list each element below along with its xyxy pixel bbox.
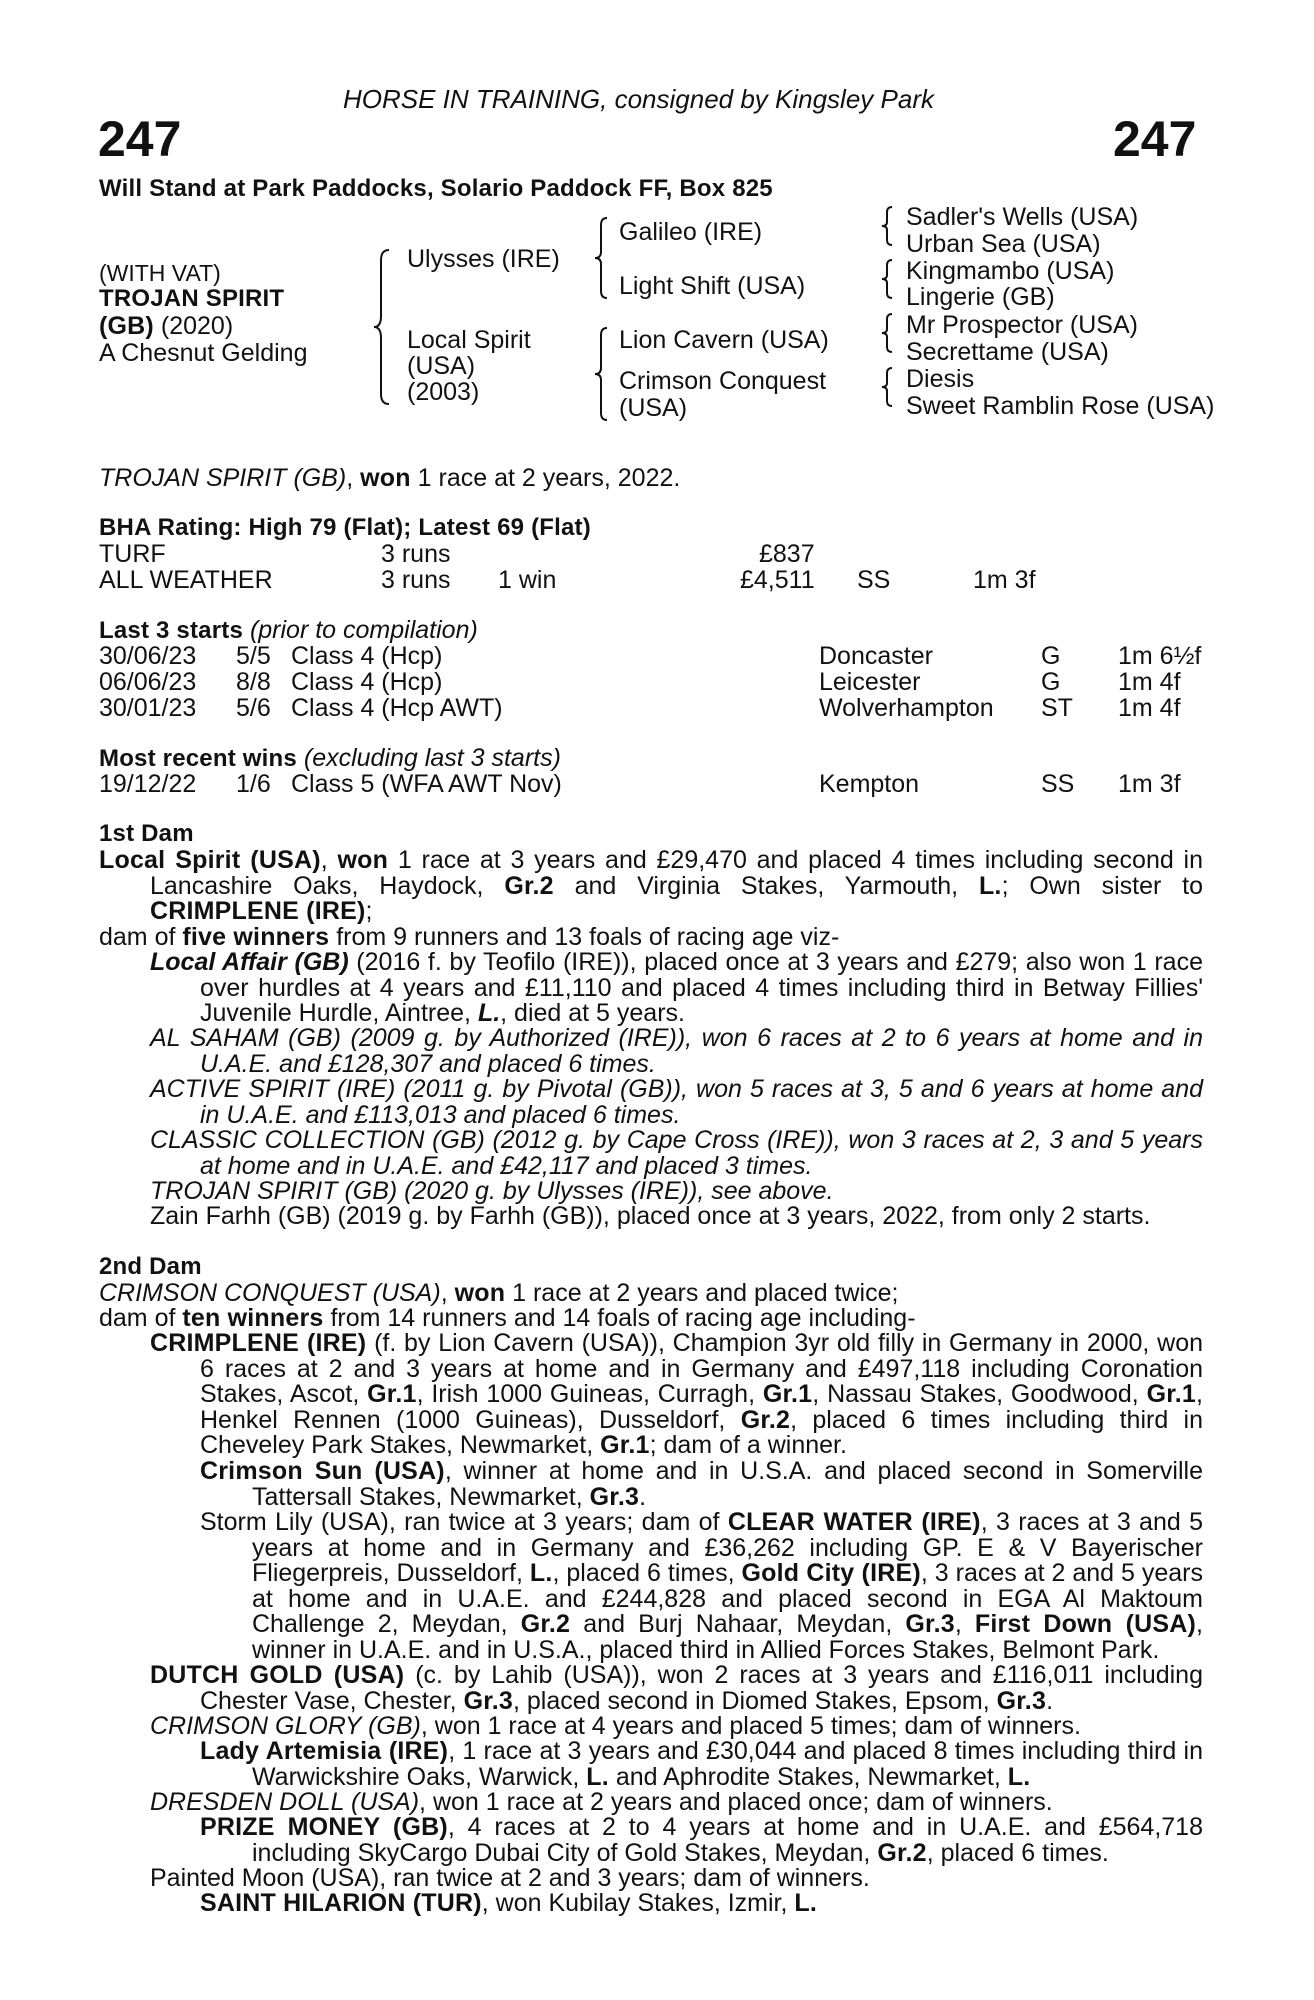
- grade-label: Gr.2: [740, 1405, 791, 1434]
- start-position: 5/6: [236, 694, 271, 722]
- produce-dutch-gold: [150, 1663, 1203, 1714]
- brace-ds: [879, 312, 895, 354]
- text: Storm Lily (USA), ran twice at 3 years; dam of: [200, 1508, 728, 1536]
- start-position: 8/8: [236, 668, 271, 696]
- win-date: 19/12/22: [99, 770, 197, 798]
- recent-wins-heading: Most recent wins: [99, 745, 297, 772]
- won-label: won: [337, 846, 389, 874]
- grade-label: Gr.1: [600, 1431, 650, 1459]
- dam-sire-sire: Mr Prospector (USA): [906, 311, 1138, 339]
- rating-runs: 3 runs: [381, 540, 451, 568]
- offspring-local-affair: [150, 950, 1203, 1027]
- start-race: Class 4 (Hcp): [291, 642, 443, 670]
- produce-name: CRIMPLENE (IRE): [150, 1329, 367, 1357]
- win-distance: 1m 3f: [1118, 770, 1181, 798]
- text: , 3 races at 2 and 5 years at home and in U.A.E. and £244,828 and placed second in EGA Al Maktoum Challenge 2, Meydan,: [252, 1559, 1203, 1638]
- produce-name: PRIZE MONEY (GB): [200, 1813, 448, 1841]
- text: and Virginia Stakes, Yarmouth,: [553, 871, 979, 900]
- start-race: Class 4 (Hcp): [291, 668, 443, 696]
- text: , placed 6 times including third in Cheveley Park Stakes, Newmarket,: [200, 1405, 1203, 1459]
- produce-name: CRIMSON GLORY (GB): [150, 1712, 421, 1740]
- rating-prize: £4,511: [740, 566, 815, 594]
- sire-dam: Light Shift (USA): [619, 272, 806, 300]
- start-date: 06/06/23: [99, 668, 197, 696]
- sire-dam-sire: Kingmambo (USA): [906, 257, 1115, 285]
- start-race: Class 4 (Hcp AWT): [291, 694, 503, 722]
- text: , won 1 race at 4 years and placed 5 times; dam of winners.: [420, 1712, 1081, 1740]
- grade-label: Gr.1: [367, 1380, 417, 1408]
- vat-label: (WITH VAT): [99, 260, 221, 286]
- offspring-name: Local Affair (GB): [150, 948, 349, 976]
- text: , placed second in Diomed Stakes, Epsom,: [513, 1686, 997, 1715]
- produce-name: Gold City (IRE): [741, 1559, 921, 1587]
- horse-origin: (GB): [99, 312, 154, 340]
- win-race: Class 5 (WFA AWT Nov): [291, 770, 562, 798]
- first-dam-heading: 1st Dam: [99, 820, 194, 847]
- text: ;: [365, 897, 373, 925]
- produce-name: DRESDEN DOLL (USA): [150, 1788, 420, 1816]
- grade-label: Gr.2: [504, 871, 554, 900]
- start-going: G: [1041, 642, 1061, 670]
- sire-sire-sire: Sadler's Wells (USA): [906, 203, 1139, 231]
- text: dam of: [99, 923, 183, 951]
- dam-line-3: (2003): [407, 378, 480, 406]
- stand-location: Will Stand at Park Paddocks, Solario Paddock FF, Box 825: [99, 175, 773, 202]
- summary-rest: 1 race at 2 years, 2022.: [410, 464, 681, 492]
- dam-dam-sire: Diesis: [906, 365, 975, 393]
- sire-sire-dam: Urban Sea (USA): [906, 230, 1101, 258]
- offspring-active-spirit: ACTIVE SPIRIT (IRE) (2011 g. by Pivotal (GB)), won 5 races at 3, 5 and 6 years at home and in U.A.E. and £113,013 and placed 6 times.: [150, 1075, 1203, 1129]
- race-summary: TROJAN SPIRIT (GB), won 1 race at 2 years, 2022.: [99, 464, 681, 492]
- text: ; Own sister to: [1001, 871, 1203, 900]
- brace-dam: [592, 326, 610, 422]
- last-starts-title: [99, 618, 478, 643]
- grade-label: Gr.1: [1146, 1380, 1197, 1408]
- text: ; dam of a winner.: [649, 1431, 847, 1459]
- second-dam-line-1: [99, 1281, 898, 1306]
- produce-name: CLEAR WATER (IRE): [727, 1508, 981, 1536]
- offspring-al-saham: AL SAHAM (GB) (2009 g. by Authorized (IRE)), won 6 races at 2 to 6 years at home and in U.A.E. and £128,307 and placed 6 times.: [150, 1024, 1203, 1078]
- listed-label: L.: [586, 1762, 609, 1791]
- recent-wins-title: [99, 746, 561, 771]
- rating-title: BHA Rating: High 79 (Flat); Latest 69 (Flat): [99, 514, 591, 541]
- offspring-zain-farhh: Zain Farhh (GB) (2019 g. by Farhh (GB)), placed once at 3 years, 2022, from only 2 starts.: [150, 1202, 1151, 1230]
- win-position: 1/6: [236, 770, 271, 798]
- produce-dresden-doll: [150, 1790, 1053, 1815]
- rating-prize: £837: [759, 540, 815, 568]
- text: .: [639, 1482, 647, 1511]
- text: and Aphrodite Stakes, Newmarket,: [608, 1762, 1008, 1791]
- last-starts-note: (prior to compilation): [243, 616, 478, 644]
- grade-label: Gr.1: [762, 1380, 813, 1408]
- start-course: Wolverhampton: [819, 694, 994, 722]
- text: , Henkel Rennen (1000 Guineas), Dusseldorf,: [200, 1380, 1203, 1434]
- text: , winner in U.A.E. and in U.S.A., placed third in Allied Forces Stakes, Belmont Park.: [252, 1610, 1203, 1664]
- lot-number-right: 247: [1113, 111, 1197, 167]
- produce-name: SAINT HILARION (TUR): [200, 1889, 482, 1917]
- dam-sire-dam: Secrettame (USA): [906, 338, 1109, 366]
- text: 1 race at 3 years and £29,470 and placed 4 times including second in Lancashire Oaks, Haydock,: [150, 846, 1203, 900]
- listed-label: L.: [978, 871, 1002, 900]
- produce-crimson-sun: [200, 1459, 1203, 1510]
- produce-name: Crimson Sun (USA): [200, 1457, 445, 1485]
- text: , Nassau Stakes, Goodwood,: [812, 1380, 1147, 1408]
- dam-line-1: Local Spirit: [407, 326, 531, 354]
- grade-label: Gr.3: [996, 1686, 1047, 1715]
- brace-dd: [879, 366, 895, 408]
- dam-dam-line-2: (USA): [619, 394, 688, 422]
- text: , 1 race at 3 years and £30,044 and placed 8 times including third in Warwickshire Oaks, Warwick,: [252, 1737, 1203, 1791]
- offspring-classic-collection: CLASSIC COLLECTION (GB) (2012 g. by Cape Cross (IRE)), won 3 races at 2, 3 and 5 years at home and in U.A.E. and £42,117 and placed 3 times.: [150, 1126, 1203, 1180]
- second-dam-name: CRIMSON CONQUEST (USA): [99, 1279, 441, 1307]
- text: 1 race at 2 years and placed twice;: [505, 1279, 899, 1307]
- text: , winner at home and in U.S.A. and placed second in Somerville Tattersall Stakes, Newmarket,: [252, 1457, 1203, 1511]
- winners-count: ten winners: [182, 1304, 324, 1332]
- start-going: ST: [1041, 694, 1073, 722]
- start-course: Leicester: [819, 668, 921, 696]
- grade-label: Gr.3: [589, 1482, 640, 1511]
- recent-wins-note: (excluding last 3 starts): [296, 744, 561, 772]
- listed-label: L.: [1007, 1762, 1031, 1791]
- sire: Ulysses (IRE): [407, 245, 560, 273]
- start-distance: 1m 4f: [1118, 694, 1181, 722]
- text: , won Kubilay Stakes, Izmir,: [481, 1889, 795, 1917]
- rating-runs: 3 runs: [381, 566, 451, 594]
- start-distance: 1m 4f: [1118, 668, 1181, 696]
- start-position: 5/5: [236, 642, 271, 670]
- produce-name: First Down (USA): [974, 1610, 1197, 1638]
- dam-dam-dam: Sweet Ramblin Rose (USA): [906, 392, 1215, 420]
- lot-number-left: 247: [98, 111, 182, 167]
- second-dam-line-2: [99, 1306, 916, 1331]
- text: , placed 6 times.: [926, 1838, 1109, 1867]
- grade-label: Gr.3: [905, 1610, 955, 1638]
- produce-lady-artemisia: [200, 1739, 1203, 1790]
- dam-dam-line-1: Crimson Conquest: [619, 367, 827, 395]
- text: , 3 races at 3 and 5 years at home and in Germany and £36,262 including GP. E & V Bayerischer Fliegerpreis, Dusseldorf,: [252, 1508, 1203, 1587]
- first-dam-produce-line: [99, 925, 839, 950]
- start-distance: 1m 6½f: [1118, 642, 1202, 670]
- text: (f. by Lion Cavern (USA)), Champion 3yr old filly in Germany in 2000, won 6 races at 2 and 3 years at home and in Germany and £497,118 including Coronation Stakes, Ascot,: [200, 1329, 1204, 1408]
- brace-sd: [879, 258, 895, 300]
- rating-wins: 1 win: [498, 566, 557, 594]
- dam-sire: Lion Cavern (USA): [619, 326, 829, 354]
- text: , died at 5 years.: [500, 999, 685, 1027]
- text: , won 1 race at 2 years and placed once; dam of winners.: [419, 1788, 1053, 1816]
- listed-label: L.: [529, 1559, 553, 1587]
- grade-label: Gr.3: [463, 1686, 514, 1715]
- text: from 9 runners and 13 foals of racing age viz-: [329, 923, 840, 951]
- sire-sire: Galileo (IRE): [619, 218, 763, 246]
- text: ,: [440, 1279, 455, 1307]
- text: , 4 races at 2 to 4 years at home and in U.A.E. and £564,718 including SkyCargo Dubai City of Gold Stakes, Meydan,: [252, 1813, 1203, 1867]
- winners-count: five winners: [182, 923, 330, 951]
- won-label: won: [454, 1279, 506, 1307]
- consignment-line: HORSE IN TRAINING, consigned by Kingsley Park: [343, 84, 934, 114]
- text: from 14 runners and 14 foals of racing age including-: [323, 1304, 916, 1332]
- text: ,: [954, 1610, 975, 1638]
- produce-name: Lady Artemisia (IRE): [200, 1737, 449, 1765]
- horse-name: TROJAN SPIRIT: [99, 285, 285, 312]
- horse-origin-year: [99, 314, 233, 339]
- rating-distance: 1m 3f: [973, 566, 1036, 594]
- text: (c. by Lahib (USA)), won 2 races at 3 years and £116,011 including Chester Vase, Chester,: [200, 1661, 1203, 1715]
- start-course: Doncaster: [819, 642, 933, 670]
- start-date: 30/01/23: [99, 694, 197, 722]
- win-going: SS: [1041, 770, 1075, 798]
- second-dam-heading: 2nd Dam: [99, 1253, 202, 1280]
- text: ,: [320, 846, 338, 874]
- start-date: 30/06/23: [99, 642, 197, 670]
- produce-prize-money: [200, 1815, 1203, 1866]
- horse-description: A Chesnut Gelding: [99, 339, 308, 367]
- last-starts-heading: Last 3 starts: [99, 617, 243, 644]
- produce-name: DUTCH GOLD (USA): [150, 1661, 405, 1689]
- text: and Burj Nahaar, Meydan,: [570, 1610, 906, 1638]
- brace-ss: [879, 205, 895, 247]
- dam-line-2: (USA): [407, 352, 476, 380]
- text: , Irish 1000 Guineas, Curragh,: [416, 1380, 763, 1408]
- offspring-trojan-spirit: TROJAN SPIRIT (GB) (2020 g. by Ulysses (IRE)), see above.: [150, 1177, 834, 1205]
- brace-main: [371, 248, 393, 406]
- rating-surface: TURF: [99, 540, 166, 568]
- produce-painted-moon: Painted Moon (USA), ran twice at 2 and 3 years; dam of winners.: [150, 1864, 870, 1892]
- horse-year: (2020): [153, 312, 234, 340]
- rating-surface: ALL WEATHER: [99, 566, 273, 594]
- listed-label: L.: [477, 999, 501, 1027]
- grade-label: Gr.2: [877, 1838, 927, 1867]
- produce-storm-lily: [200, 1510, 1203, 1663]
- sister-name: CRIMPLENE (IRE): [150, 897, 366, 925]
- start-going: G: [1041, 668, 1061, 696]
- listed-label: L.: [794, 1889, 817, 1917]
- sire-dam-dam: Lingerie (GB): [906, 283, 1055, 311]
- first-dam-name: Local Spirit (USA): [99, 846, 321, 874]
- text: .: [1046, 1686, 1054, 1715]
- text: dam of: [99, 1304, 183, 1332]
- grade-label: Gr.2: [520, 1610, 571, 1638]
- produce-crimson-glory: [150, 1714, 1081, 1739]
- text: , placed 6 times,: [552, 1559, 742, 1587]
- summary-horse-name: TROJAN SPIRIT (GB): [99, 464, 347, 492]
- produce-crimplene: [150, 1331, 1203, 1459]
- produce-saint-hilarion: [200, 1891, 817, 1916]
- win-course: Kempton: [819, 770, 920, 798]
- brace-sire: [592, 216, 610, 300]
- first-dam-paragraph: [99, 848, 1203, 925]
- summary-won: won: [360, 464, 411, 492]
- text: (2016 f. by Teofilo (IRE)), placed once at 3 years and £279; also won 1 race over hurdles at 4 years and £11,110 and placed 4 times including third in Betway Fillies' Juvenile Hurdle, Aintree,: [200, 948, 1203, 1027]
- rating-going: SS: [857, 566, 891, 594]
